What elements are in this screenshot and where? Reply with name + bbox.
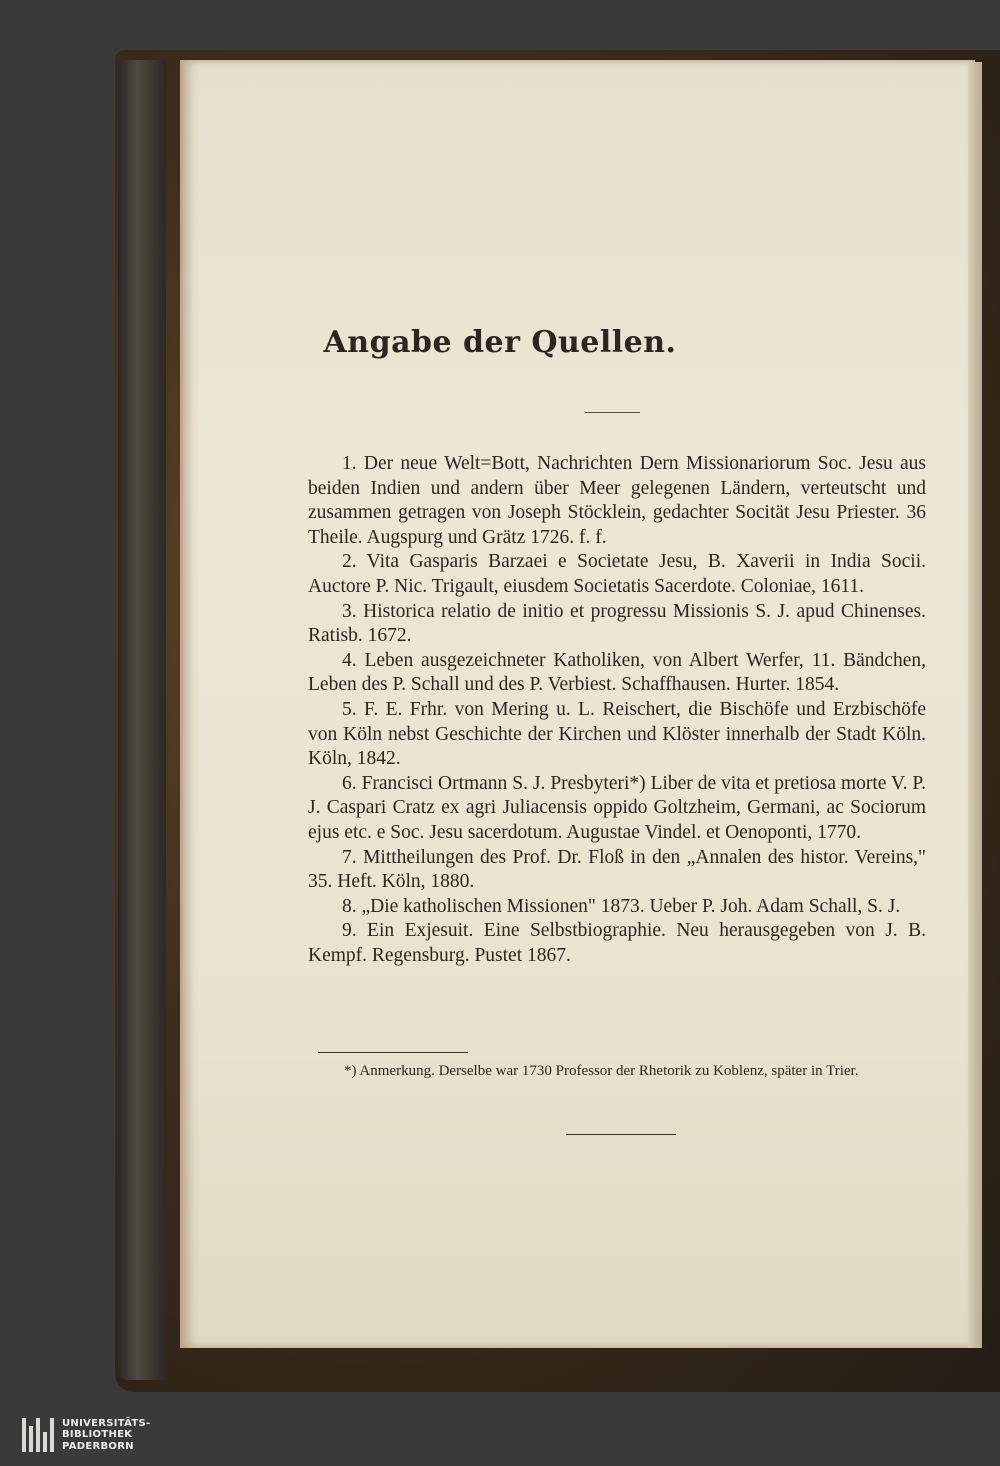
footnote-divider	[318, 1052, 468, 1053]
source-entry-1: 1. Der neue Welt=Bott, Nachrichten Dern Missionariorum Soc. Jesu aus beiden Indien und andern über Meer gelegenen Ländern, verteutscht und zusammen getragen von Joseph Stöcklein, gedachter Socität Jesu Priester. 36 Theile. Augspurg und Grätz 1726. f. f.	[308, 453, 926, 548]
end-divider	[566, 1134, 676, 1135]
source-entry-5: 5. F. E. Frhr. von Mering u. L. Reischert, die Bischöfe und Erzbischöfe von Köln nebst Geschichte der Kirchen und Klöster innerhalb der Stadt Köln. Köln, 1842.	[308, 698, 926, 770]
library-name-line-2: BIBLIOTHEK	[62, 1429, 133, 1441]
source-entry-7: 7. Mittheilungen des Prof. Dr. Floß in den „Annalen des histor. Vereins," 35. Heft. Köln, 1880.	[308, 846, 926, 893]
source-entry-2: 2. Vita Gasparis Barzaei e Societate Jesu, B. Xaverii in India Socii. Auctore P. Nic. Trigault, eiusdem Societatis Sacerdote. Coloniae, 1611.	[308, 551, 926, 597]
source-entry-4: 4. Leben ausgezeichneter Katholiken, von Albert Werfer, 11. Bändchen, Leben des P. Schall und des P. Verbiest. Schaffhausen. Hurter. 1854.	[308, 649, 926, 696]
library-name-line-3: PADERBORN	[62, 1440, 134, 1452]
title-divider	[585, 412, 640, 413]
library-name-line-1: UNIVERSITÄTS-	[62, 1417, 151, 1429]
library-logo	[22, 1417, 151, 1453]
source-list	[308, 452, 926, 968]
source-entry-9: 9. Ein Exjesuit. Eine Selbstbiographie. Neu herausgegeben von J. B. Kempf. Regensburg. Pustet 1867.	[308, 920, 926, 966]
source-entry-8: 8. „Die katholischen Missionen" 1873. Ueber P. Joh. Adam Schall, S. J.	[342, 895, 901, 917]
library-logo-icon	[22, 1418, 54, 1452]
book-spine	[118, 60, 166, 1380]
source-entry-6: 6. Francisci Ortmann S. J. Presbyteri*) Liber de vita et pretiosa morte V. P. J. Caspari Cratz ex agri Juliacensis oppido Goltzheim, Germani, ac Sociorum ejus etc. e Soc. Jesu sacerdotum. Augustae Vindel. et Oenoponti, 1770.	[308, 772, 926, 843]
page-edges	[968, 62, 982, 1348]
footnote: *) Anmerkung. Derselbe war 1730 Professor der Rhetorik zu Koblenz, später in Trier.	[344, 1063, 859, 1079]
page-title: Angabe der Quellen.	[323, 325, 677, 360]
source-entry-3: 3. Historica relatio de initio et progressu Missionis S. J. apud Chinenses. Ratisb. 1672.	[308, 600, 926, 647]
